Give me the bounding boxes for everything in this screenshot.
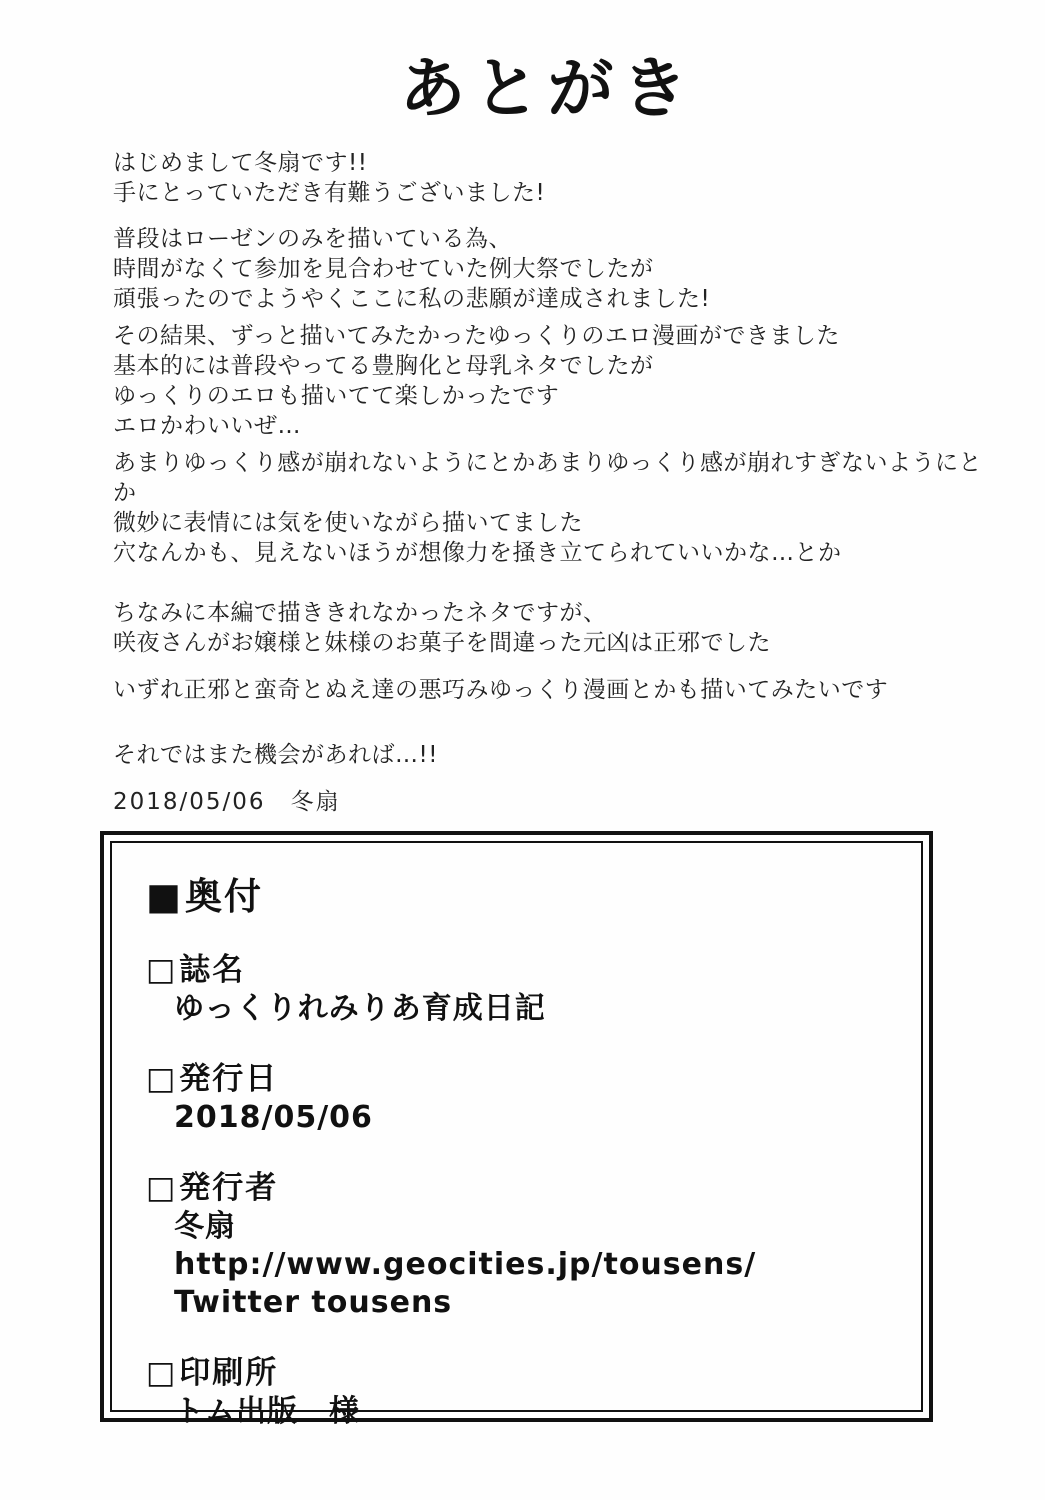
open-square-icon: □ — [146, 1061, 178, 1098]
filled-square-icon: ■ — [146, 875, 183, 919]
open-square-icon: □ — [146, 1170, 178, 1207]
colophon-inner-border — [110, 841, 923, 1430]
afterword-line: ゆっくりのエロも描いてて楽しかったです — [113, 383, 560, 410]
colophon-entry-label — [146, 1059, 891, 1099]
afterword-paragraph — [113, 740, 1005, 770]
afterword-line: それではまた機会があれば…!! — [113, 742, 438, 769]
afterword-paragraph — [113, 321, 1005, 441]
afterword-line: ちなみに本編で描ききれなかったネタですが、 — [113, 600, 607, 627]
colophon-entry-value: Twitter tousens — [174, 1285, 453, 1321]
afterword-paragraph — [113, 598, 1005, 658]
afterword-paragraph — [113, 148, 1005, 208]
afterword-line: 咲夜さんがお嬢様と妹様のお菓子を間違った元凶は正邪でした — [113, 630, 771, 657]
colophon-entry-values — [146, 1208, 891, 1322]
colophon-entries — [146, 950, 891, 1431]
afterword-paragraph — [113, 224, 1005, 314]
afterword-line: 頑張ったのでようやくここに私の悲願が達成されました! — [113, 286, 711, 313]
colophon-entry-label — [146, 950, 891, 990]
colophon-entry-value: 冬扇 — [174, 1209, 236, 1245]
signature-line: 2018/05/06 冬扇 — [113, 789, 341, 816]
colophon-entry-label-text: 発行日 — [179, 1061, 279, 1098]
afterword-line: いずれ正邪と蛮奇とぬえ達の悪巧みゆっくり漫画とかも描いてみたいです — [113, 677, 889, 704]
colophon-title-text: 奥付 — [184, 875, 263, 919]
colophon-entry-value: トム出版 様 — [174, 1394, 360, 1430]
colophon-entry-values — [146, 990, 891, 1028]
open-square-icon: □ — [146, 1355, 178, 1392]
colophon-entry — [146, 1168, 891, 1322]
afterword-line: 時間がなくて参加を見合わせていた例大祭でしたが — [113, 256, 654, 283]
colophon-entry-values — [146, 1099, 891, 1137]
afterword-paragraph — [113, 448, 1005, 568]
colophon-entry-label-text: 発行者 — [179, 1170, 279, 1207]
afterword-body — [113, 148, 1005, 770]
colophon-entry-label — [146, 1353, 891, 1393]
page-title: あとがき — [399, 49, 696, 127]
colophon-entry-label-text: 誌名 — [179, 952, 246, 989]
afterword-line: 微妙に表情には気を使いながら描いてました — [113, 510, 583, 537]
colophon-entry — [146, 1059, 891, 1137]
colophon-entry-value: ゆっくりれみりあ育成日記 — [174, 991, 546, 1027]
colophon-entry — [146, 1353, 891, 1431]
afterword-line: あまりゆっくり感が崩れないようにとかあまりゆっくり感が崩れすぎないようにとか — [113, 450, 983, 507]
afterword-line: その結果、ずっと描いてみたかったゆっくりのエロ漫画ができました — [113, 323, 840, 350]
afterword-line: はじめまして冬扇です!! — [113, 150, 368, 177]
colophon-box — [100, 831, 933, 1430]
colophon-entry — [146, 950, 891, 1028]
colophon-entry-value: http://www.geocities.jp/tousens/ — [174, 1247, 757, 1283]
colophon-entry-label — [146, 1168, 891, 1208]
afterword-line: 手にとっていただき有難うございました! — [113, 180, 546, 207]
afterword-line: 穴なんかも、見えないほうが想像力を掻き立てられていいかな…とか — [113, 540, 842, 567]
colophon-entry-value: 2018/05/06 — [174, 1100, 373, 1136]
colophon-title — [146, 875, 891, 919]
colophon-entry-values — [146, 1393, 891, 1431]
afterword-line: 普段はローゼンのみを描いている為、 — [113, 226, 513, 253]
afterword-paragraph — [113, 675, 1005, 705]
afterword-line: エロかわいいぜ… — [113, 413, 301, 440]
colophon-entry-label-text: 印刷所 — [179, 1355, 279, 1392]
afterword-line: 基本的には普段やってる豊胸化と母乳ネタでしたが — [113, 353, 654, 380]
open-square-icon: □ — [146, 952, 178, 989]
